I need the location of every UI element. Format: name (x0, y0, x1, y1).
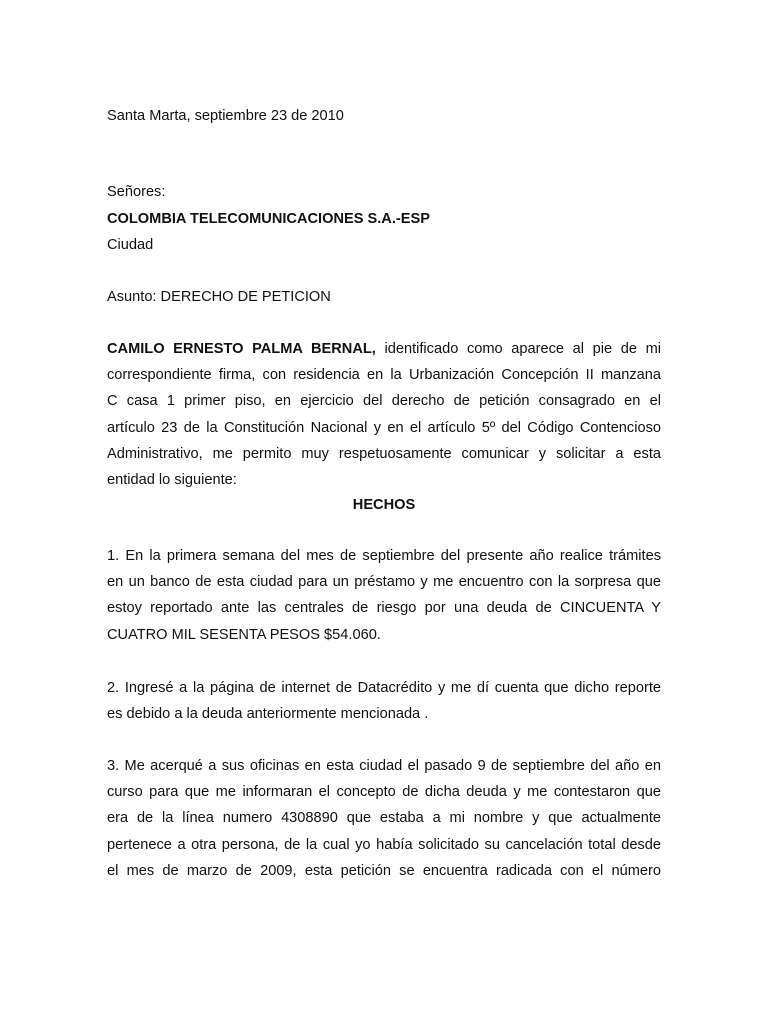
intro-line: Administrativo, me permito muy respetuosamente comunicar y solicitar a esta (107, 445, 661, 462)
intro-line: CAMILO ERNESTO PALMA BERNAL, identificado como aparece al pie de mi (107, 341, 661, 357)
intro-line: entidad lo siguiente: (107, 471, 237, 488)
fact-2 (107, 675, 661, 727)
sender-name: CAMILO ERNESTO PALMA BERNAL, (107, 341, 376, 357)
intro-line: C casa 1 primer piso, en ejercicio del derecho de petición consagrado en el (107, 393, 661, 410)
fact-3 (107, 753, 661, 884)
section-heading: HECHOS (352, 497, 416, 513)
fact-line: CUATRO MIL SESENTA PESOS $54.060. (107, 626, 381, 643)
salutation: Señores: (107, 184, 166, 200)
fact-line: 3. Me acerqué a sus oficinas en esta ciudad el pasado 9 de septiembre del año en (107, 758, 661, 774)
fact-line: curso para que me informaran el concepto de dicha deuda y me contestaron que (107, 784, 661, 801)
subject-line: Asunto: DERECHO DE PETICION (107, 289, 331, 305)
intro-line: correspondiente firma, con residencia en la Urbanización Concepción II manzana (107, 367, 661, 384)
recipient-name: COLOMBIA TELECOMUNICACIONES S.A.-ESP (107, 211, 430, 227)
fact-line: es debido a la deuda anteriormente mencionada . (107, 706, 429, 723)
intro-paragraph (107, 336, 661, 493)
fact-1 (107, 543, 661, 648)
fact-line: 1. En la primera semana del mes de septiembre del presente año realice trámites (107, 548, 661, 564)
fact-line: era de la línea numero 4308890 que estaba a mi nombre y que actualmente (107, 810, 661, 827)
fact-line: el mes de marzo de 2009, esta petición se encuentra radicada con el número (107, 862, 661, 879)
fact-line: en un banco de esta ciudad para un préstamo y me encuentro con la sorpresa que (107, 574, 661, 591)
place-date: Santa Marta, septiembre 23 de 2010 (107, 108, 344, 124)
fact-line: 2. Ingresé a la página de internet de Datacrédito y me dí cuenta que dicho reporte (107, 680, 661, 696)
fact-line: estoy reportado ante las centrales de riesgo por una deuda de CINCUENTA Y (107, 600, 661, 617)
recipient-city: Ciudad (107, 237, 154, 253)
intro-line: artículo 23 de la Constitución Nacional y en el artículo 5º del Código Contencioso (107, 419, 661, 436)
fact-line: pertenece a otra persona, de la cual yo había solicitado su cancelación total desde (107, 836, 661, 853)
